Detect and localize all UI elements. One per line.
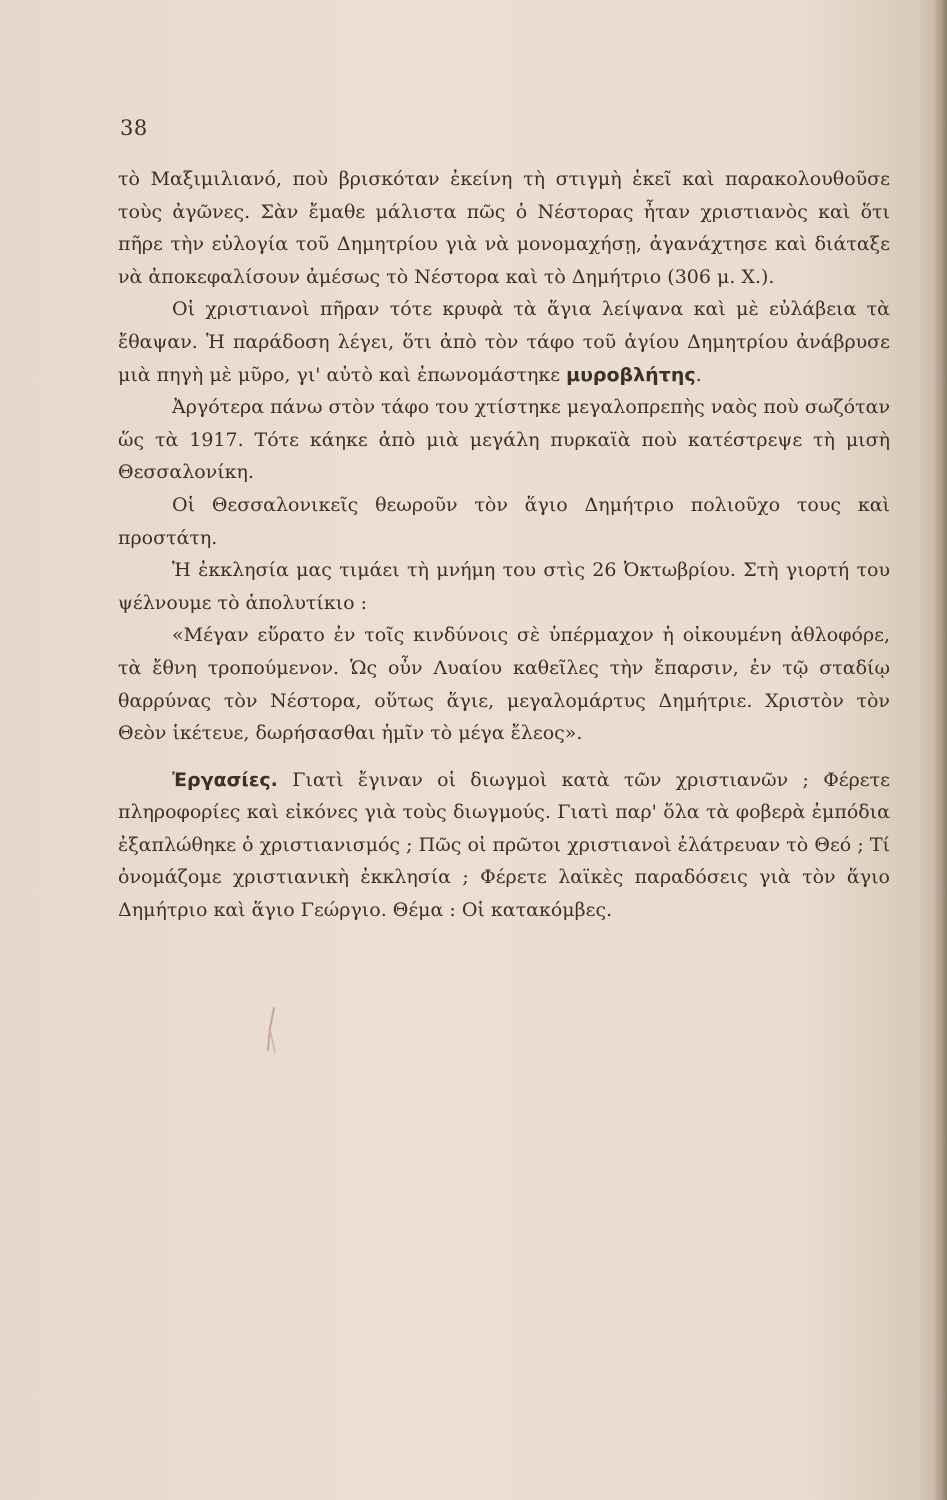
- paragraph-text: τὸ Μαξιμιλιανό, ποὺ βρισκόταν ἐκείνη τὴ στιγμὴ ἐκεῖ καὶ παρακολουθοῦσε τοὺς ἀγῶνες. Σὰν ἔμαθε μάλιστα πῶς ὁ Νέστορας ἦταν χριστιανὸς καὶ ὅτι πῆρε τὴν εὐλογία τοῦ Δημητρίου γιὰ νὰ μονομαχήσῃ, ἀγανάχτησε καὶ διάταξε νὰ ἀποκεφαλίσουν ἀμέσως τὸ Νέστορα καὶ τὸ Δημήτριο (306 μ. Χ.).: [118, 168, 890, 288]
- paragraph-text: Οἱ χριστιανοὶ πῆραν τότε κρυφὰ τὰ ἅγια λείψανα καὶ μὲ εὐλάβεια τὰ ἔθαψαν. Ἡ παράδοση λέγει, ὅτι ἀπὸ τὸν τάφο τοῦ ἁγίου Δημητρίου ἀνάβρυσε μιὰ πηγὴ μὲ μῦρο, γι' αὐτὸ καὶ ἐπωνομάστηκε: [118, 298, 890, 386]
- paragraph-text: Γιατὶ ἔγιναν οἱ διωγμοὶ κατὰ τῶν χριστιανῶν ; Φέρετε πληροφορίες καὶ εἰκόνες γιὰ τοὺς διωγμούς. Γιατὶ παρ' ὅλα τὰ φοβερὰ ἐμπόδια ἐξαπλώθηκε ὁ χριστιανισμός ; Πῶς οἱ πρῶτοι χριστιανοὶ ἐλάτρευαν τὸ Θεό ; Τί ὀνομάζομε χριστιανικὴ ἐκκλησία ; Φέρετε λαϊκὲς παραδόσεις γιὰ τὸν ἅγιο Δημήτριο καὶ ἅγιο Γεώργιο. Θέμα : Οἱ κατακόμβες.: [118, 768, 890, 922]
- paragraph-exercises: [118, 764, 890, 927]
- bold-term: μυροβλήτης: [566, 363, 696, 386]
- body-text: [118, 163, 890, 927]
- paragraph-text: Ἡ ἐκκλησία μας τιμάει τὴ μνήμη του στὶς 26 Ὀκτωβρίου. Στὴ γιορτή του ψέλνουμε τὸ ἀπολυτίκιο :: [118, 559, 890, 614]
- paragraph-church: [118, 391, 890, 489]
- paragraph-continuation: [118, 163, 890, 293]
- punctuation: .: [695, 363, 702, 386]
- page-number: 38: [120, 116, 148, 140]
- pencil-mark-icon: [262, 1006, 282, 1054]
- paragraph-text: Οἱ Θεσσαλονικεῖς θεωροῦν τὸν ἅγιο Δημήτριο πολιοῦχο τους καὶ προστάτη.: [118, 493, 890, 549]
- paragraph-relics: [118, 293, 890, 391]
- paragraph-text: Ἀργότερα πάνω στὸν τάφο του χτίστηκε μεγαλοπρεπὴς ναὸς ποὺ σωζόταν ὥς τὰ 1917. Τότε κάηκε ἀπὸ μιὰ μεγάλη πυρκαϊὰ ποὺ κατέστρεψε τὴ μισὴ Θεσσαλονίκη.: [118, 396, 890, 484]
- paragraph-text: «Μέγαν εὕρατο ἐν τοῖς κινδύνοις σὲ ὑπέρμαχον ἡ οἰκουμένη ἀθλοφόρε, τὰ ἔθνη τροπούμενον. Ὡς οὖν Λυαίου καθεῖλες τὴν ἔπαρσιν, ἐν τῷ σταδίῳ θαρρύνας τὸν Νέστορα, οὕτως ἅγιε, μεγαλομάρτυς Δημήτριε. Χριστὸν τὸν Θεὸν ἱκέτευε, δωρήσασθαι ἡμῖν τὸ μέγα ἔλεος».: [118, 624, 890, 745]
- exercises-heading: Ἐργασίες.: [172, 768, 278, 791]
- page-edge-shadow: [933, 0, 947, 1500]
- paragraph-feast: [118, 554, 890, 619]
- paragraph-hymn: [118, 619, 890, 749]
- paragraph-patron: [118, 489, 890, 554]
